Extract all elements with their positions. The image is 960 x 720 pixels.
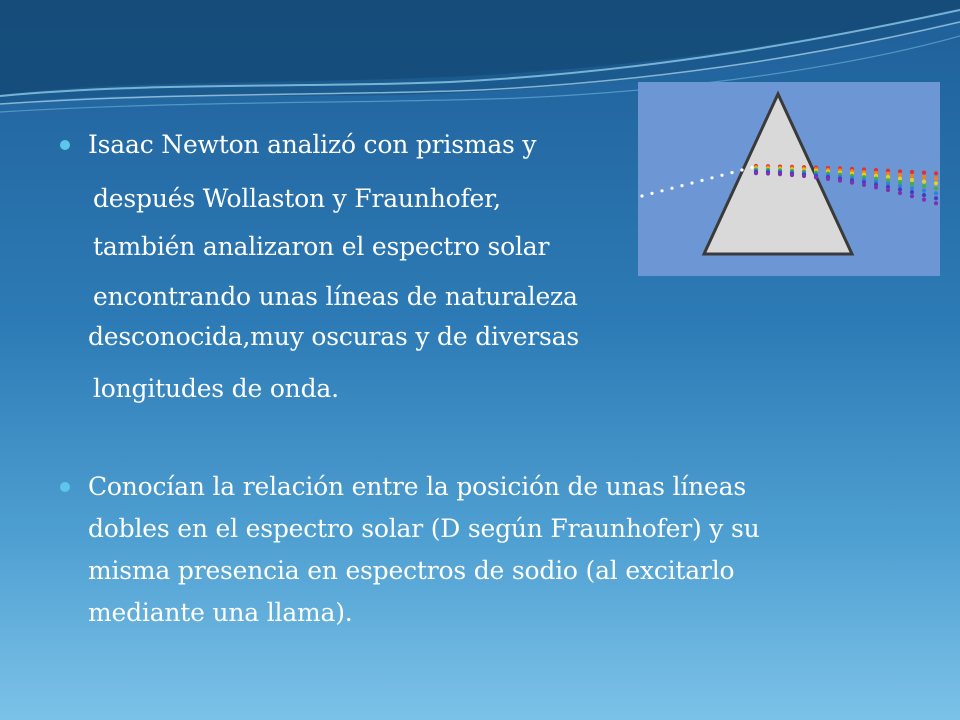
spectrum-ray-dot [898,169,902,173]
spectrum-ray-dot [862,183,866,187]
incoming-ray-dot [720,174,723,177]
bullet-1-line-3: también analizaron el espectro solar [93,232,550,261]
spectrum-ray-dot [934,196,938,200]
incoming-ray-dot [680,184,683,187]
spectrum-ray-dot [910,174,914,178]
spectrum-ray-dot [910,178,914,182]
incoming-ray-dot [700,179,703,182]
spectrum-ray-dot [910,194,914,198]
spectrum-ray-dot [898,173,902,177]
spectrum-ray-dot [898,184,902,188]
spectrum-ray-dot [898,176,902,180]
spectrum-ray-dot [886,188,890,192]
spectrum-ray-dot [910,186,914,190]
incoming-ray-dot [710,176,713,179]
spectrum-ray-dot [754,171,758,175]
incoming-ray-dot [650,192,653,195]
spectrum-ray-dot [910,182,914,186]
spectrum-ray-dot [826,177,830,181]
spectrum-ray-dot [934,176,938,180]
spectrum-ray-dot [934,191,938,195]
spectrum-ray-dot [934,201,938,205]
bullet-1-line-4: encontrando unas líneas de naturaleza [93,282,578,311]
spectrum-ray-dot [910,170,914,174]
bullet-2-line-1: Conocían la relación entre la posición de unas líneas [88,472,746,501]
spectrum-ray-dot [922,175,926,179]
bullet-2-line-4: mediante una llama). [88,598,353,627]
spectrum-ray-dot [778,172,782,176]
spectrum-ray-dot [934,171,938,175]
spectrum-ray-dot [802,174,806,178]
bullet-1-line-2: después Wollaston y Fraunhofer, [93,184,501,213]
spectrum-ray-dot [898,191,902,195]
spectrum-ray-dot [934,186,938,190]
spectrum-ray-dot [898,180,902,184]
incoming-ray-dot [730,171,733,174]
incoming-ray-dot [660,189,663,192]
incoming-ray-dot [670,187,673,190]
spectrum-ray-dot [922,189,926,193]
bullet-marker [60,482,70,492]
incoming-ray-dot [690,181,693,184]
spectrum-ray-dot [838,179,842,183]
spectrum-ray-dot [814,175,818,179]
spectrum-ray-dot [790,173,794,177]
prism-illustration [638,82,940,276]
prism-diagram [638,82,940,276]
spectrum-ray-dot [922,184,926,188]
spectrum-ray-dot [874,185,878,189]
bullet-marker [60,140,70,150]
spectrum-ray-dot [922,180,926,184]
spectrum-ray-dot [850,181,854,185]
bullet-1-line-6: longitudes de onda. [93,374,339,403]
bullet-1-line-5: desconocida,muy oscuras y de diversas [88,322,580,351]
incoming-ray-dot [640,194,643,197]
incoming-ray-dot [750,166,753,169]
bullet-1-line-1: Isaac Newton analizó con prismas y [88,130,537,159]
spectrum-ray-dot [934,181,938,185]
spectrum-ray-dot [922,171,926,175]
spectrum-ray-dot [766,171,770,175]
spectrum-ray-dot [898,187,902,191]
spectrum-ray-dot [922,193,926,197]
bullet-2-line-2: dobles en el espectro solar (D según Fraunhofer) y su [88,514,760,543]
bullet-2-line-3: misma presencia en espectros de sodio (al excitarlo [88,556,735,585]
spectrum-ray-dot [910,190,914,194]
incoming-ray-dot [740,168,743,171]
spectrum-ray-dot [922,198,926,202]
